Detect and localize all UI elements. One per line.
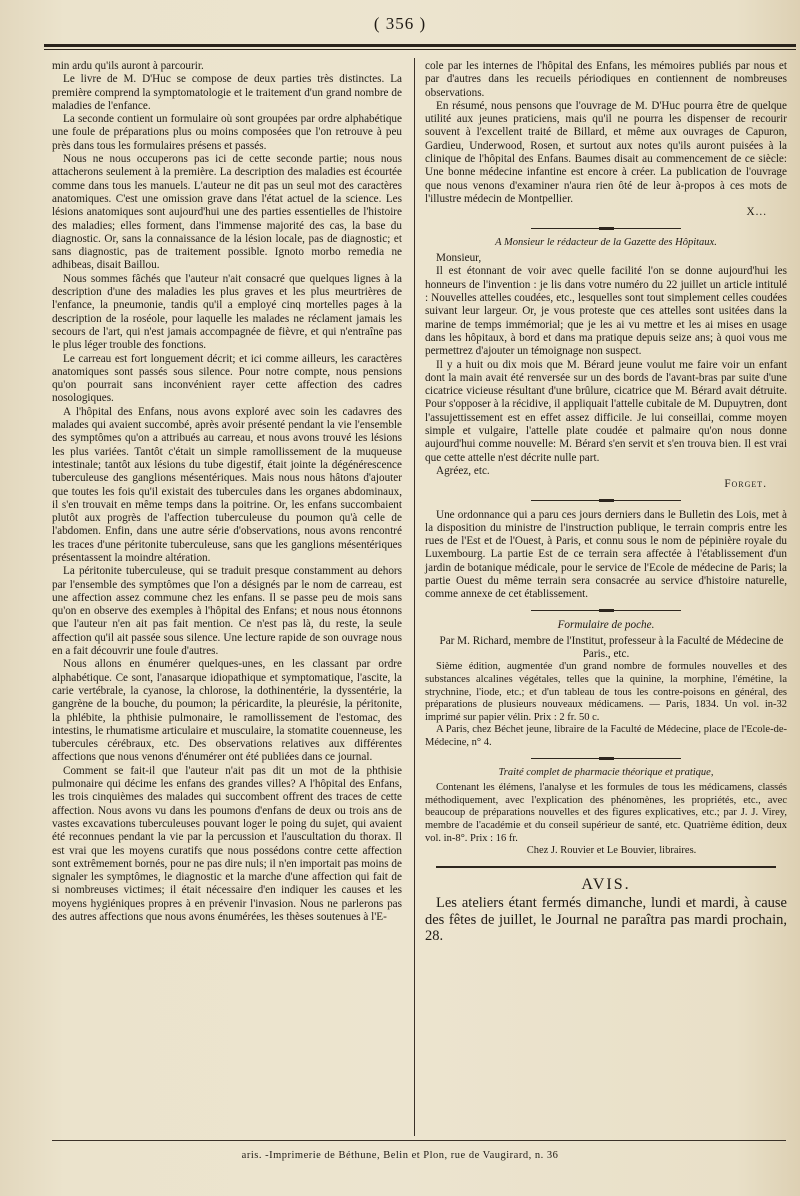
paragraph: Il est étonnant de voir avec quelle facilité l'on se donne aujourd'hui les honneurs de l'invention : je lis dans votre numéro du 22 juillet un article intitulé : Nouvelles attelles coudées, etc., lesquelles sont tout simplement celles coudées suivant leur largeur. Or, je vous proteste que ces attelles sont usitées dans la marine de temps immémorial; que je les ai vu mettre et les ai mises en usage dans les hôpitaux, à bord et dans ma pratique depuis seize ans; à quoi vous me permettrez d'ajouter un témoignage non suspect.: [425, 265, 787, 358]
formulaire-author: Par M. Richard, membre de l'Institut, professeur à la Faculté de Médecine de Paris., etc.: [439, 634, 784, 661]
formulaire-publisher: A Paris, chez Béchet jeune, libraire de la Faculté de Médecine, place de l'Ecole-de-Médecine, n° 4.: [425, 724, 787, 749]
avis-title: AVIS.: [581, 875, 631, 893]
paragraph: Il y a huit ou dix mois que M. Bérard jeune voulut me faire voir un enfant dont la main avait été renversée sur un des bords de l'avant-bras par suite d'une cicatrice vicieuse résultant d'une brûlure, cicatrice que M. Bérard avait détruite. Pour s'opposer à la récidive, il appliquait l'attelle cubitale de M. Dupuytren, dont l'assujettissement est en effet assez difficile. Je lui conseillai, comme moyen simple et vulgaire, l'attelle plate coudée et palmaire qu'on nous donne aujourd'hui comme nouvelle: M. Bérard s'en servit et s'en trouva bien. Il est vrai que cette attelle n'est décrite nulle part.: [425, 358, 787, 464]
paragraph: Nous allons en énumérer quelques-unes, en les classant par ordre alphabétique. Ce sont, l'anasarque idiopathique et symptomatique, l'ascite, la carie vertébrale, la cyanose, la chlorose, la dothinentérie, la dyssentérie, la gangrène de la bouche, du poumon; la péricardite, la pleurésie, la péritonite, la phlébite, la phthisie pulmonaire, le ramollissement de l'estomac, des intestins, le rhumatisme articulaire et musculaire, la stomatite couenneuse, les tubercules cérébraux, etc. Des observations relatives aux différentes affections que nous venons d'énumérer ont été publiées dans ce journal.: [52, 658, 402, 764]
traite-heading: Traité complet de pharmacie théorique et pratique,: [498, 766, 714, 778]
section-separator: [531, 224, 681, 233]
paragraph: Comment se fait-il que l'auteur n'ait pas dit un mot de la phthisie pulmonaire qui décime les enfans des grandes villes? A l'hôpital des Enfans, les trois cinquièmes des malades qui succombent offrent des traces de cette affection. Nous avons vu dans les poumons d'enfans de deux ou trois ans de vastes excavations tuberculeuses pouvant loger le poing du sujet, qui avaient été reconnues pendant la vie par la percussion et l'auscultation du thorax. Il est vrai que les moyens curatifs que nous possédons contre cette affection sont extrêmement bornés, pour ne pas dire nuls; il n'en importait pas moins de signaler les symptômes, le diagnostic et la marche d'une affection qui fait de si nombreuses victimes; il était nécessaire d'en indiquer les causes et les moyens hygiéniques propres à en prévenir l'invasion. Nous ne parlerons pas des autres affections que nous avons énumérées, les thèses soutenues à l'E-: [52, 764, 402, 923]
paragraph: Nous ne nous occuperons pas ici de cette seconde partie; nous nous attacherons seulement à la première. La description des maladies est écourtée comme dans tous les manuels. L'auteur ne dit pas un seul mot des caractères anatomiques. C'est une omission grave dans l'état actuel de la science. Les lésions anatomiques sont aujourd'hui une des parties essentielles de l'histoire des maladies; elles forment, dans l'immense majorité des cas, la base du diagnostic. Or, sans la connaissance de la lésion locale, pas de diagnostic; et sans diagnostic, pas de traitement possible. Ignoto morbo remedia ne adhibeas, disait Baillou.: [52, 153, 402, 272]
header-rule: [44, 44, 796, 50]
paragraph: Le carreau est fort longuement décrit; et ici comme ailleurs, les caractères anatomiques sont passés sous silence. Pour notre compte, nous pensions qu'on pourrait sans inconvénient rayer cette affection des cadres nosologiques.: [52, 352, 402, 405]
paragraph: cole par les internes de l'hôpital des Enfans, les mémoires publiés par nous et par d'autres dans les recueils périodiques en contiennent de nombreuses observations.: [425, 60, 787, 99]
paragraph: Nous sommes fâchés que l'auteur n'ait consacré que quelques lignes à la description d'une des maladies les plus graves et les plus meurtrières de l'enfance, la pneumonie, tandis qu'il a employé cinq mortelles pages à la description de la roséole, pour laquelle les malades ne réclament jamais les secours de l'art, qui n'est jamais accompagnée de fièvre, et qui n'entraîne pas le plus léger trouble des fonctions.: [52, 272, 402, 352]
paragraph: La péritonite tuberculeuse, qui se traduit presque constamment au dehors par l'ensemble des symptômes que l'on a désignés par le nom de carreau, est une affection assez commune chez les enfans. Il se passe peu de mois sans qu'on en observe des exemples à l'hôpital des Enfans; et nous nous étonnons que l'auteur n'en ait pas fait mention. Ce n'est pas là, du reste, la seule affection qu'il ait passée sous silence. Une lecture rapide de son ouvrage nous en a fait découvrir une foule d'autres.: [52, 565, 402, 658]
footer-rule: [52, 1140, 786, 1141]
formulaire-heading: Formulaire de poche.: [557, 618, 655, 631]
avis-text: Les ateliers étant fermés dimanche, lundi et mardi, à cause des fêtes de juillet, le Journal ne paraîtra pas mardi prochain, 28.: [425, 895, 787, 945]
section-separator: [436, 866, 776, 870]
section-separator: [531, 754, 681, 763]
signature-x: X...: [746, 206, 767, 219]
printer-imprint: aris. -Imprimerie de Béthune, Belin et Plon, rue de Vaugirard, n. 36: [241, 1150, 559, 1161]
salutation: Monsieur,: [436, 252, 482, 265]
paragraph: min ardu qu'ils auront à parcourir.: [52, 60, 204, 72]
page-number: ( 356 ): [373, 14, 427, 33]
paragraph: La seconde contient un formulaire où sont groupées par ordre alphabétique une foule de préparations plus ou moins composées que l'on retrouve à peu près dans tous les formulaires présens et passés.: [52, 113, 402, 152]
traite-description: Contenant les élémens, l'analyse et les formules de tous les médicamens, classés méthodiquement, avec l'explication des phénomènes, les propriétés, etc., avec beaucoup de préparations nouvelles et des figures explicatives, etc.; par J. J. Virey, membre de l'académie et du conseil supérieur de santé, etc. Quatrième édition, deux vol. in-8°. Prix : 16 fr.: [425, 782, 787, 844]
left-column: [52, 60, 402, 924]
formulaire-description: Sième édition, augmentée d'un grand nombre de formules nouvelles et des substances alcalines végétales, telles que la quinine, la morphine, l'émétine, la strychnine, l'iode, etc.; et d'un tableau de tous les contre-poisons en général, des préparations de plusieurs nouveaux médicamens. — Paris, 1834. Un vol. in-32 imprimé sur papier vélin. Prix : 2 fr. 50 c.: [425, 661, 787, 723]
closing: Agréez, etc.: [436, 464, 490, 477]
right-column: [425, 60, 787, 945]
paragraph: Une ordonnance qui a paru ces jours derniers dans le Bulletin des Lois, met à la disposition du ministre de l'instruction publique, le terrain compris entre les rues de l'Est et de l'Ouest, à Paris, et connu sous le nom de pépinière royale du Luxembourg. La partie Est de ce terrain sera affectée à l'établissement d'un jardin de botanique médicale, pour le service de l'Ecole de médecine de Paris; la partie Ouest du même terrain sera consacrée au service d'histoire naturelle, comme annexe de cet établissement.: [425, 508, 787, 601]
section-separator: [531, 606, 681, 615]
letter-heading: A Monsieur le rédacteur de la Gazette des Hôpitaux.: [495, 236, 717, 248]
section-separator: [531, 496, 681, 505]
paragraph: Le livre de M. D'Huc se compose de deux parties très distinctes. La première comprend la symptomatologie et le traitement d'un grand nombre de maladies de l'enfance.: [52, 73, 402, 112]
paragraph: A l'hôpital des Enfans, nous avons exploré avec soin les cadavres des malades qui avaient succombé, après avoir présenté pendant la vie l'ensemble des symptômes qu'on a attribués au carreau, et nous avons trouvé les lésions les plus variées. Tantôt c'était un simple ramollissement de la muqueuse intestinale; tantôt aux lésions du tube digestif, était jointe la dégénérescence tuberculeuse des ganglions mésentériques. Mais nous nous hâtons d'ajouter que toutes les fois qu'il existait des tubercules dans les organes abdominaux, il s'en trouvait en même temps dans la poitrine. Or, les enfans succombaient plutôt aux progrès de l'affection tuberculeuse du poumon qu'à celle de l'abdomen. Enfin, dans une autre série d'observations, nous avons rencontré les traces d'une péritonite tuberculeuse, sans que les ganglions mésentériques présentassent la moindre altération.: [52, 405, 402, 564]
column-divider: [414, 58, 415, 1136]
signature-forget: Forget.: [724, 478, 767, 491]
paragraph: En résumé, nous pensons que l'ouvrage de M. D'Huc pourra être de quelque utilité aux jeunes praticiens, mais qu'il ne pourra les dispenser de recourir souvent à l'excellent traité de Billard, et même aux ouvrages de Capuron, Gardieu, Underwood, Rosen, et surtout aux notes qu'ils auront puisées à la clinique de l'hôpital des Enfans. Baumes disait au commencement de ce siècle: Une bonne médecine infantine est encore à créer. La publication de l'ouvrage que nous venons d'examiner n'aura rien ôté de leur à-propos à ces mots de l'illustre médecin de Montpellier.: [425, 99, 787, 205]
traite-publisher: Chez J. Rouvier et Le Bouvier, libraires.: [526, 845, 697, 857]
